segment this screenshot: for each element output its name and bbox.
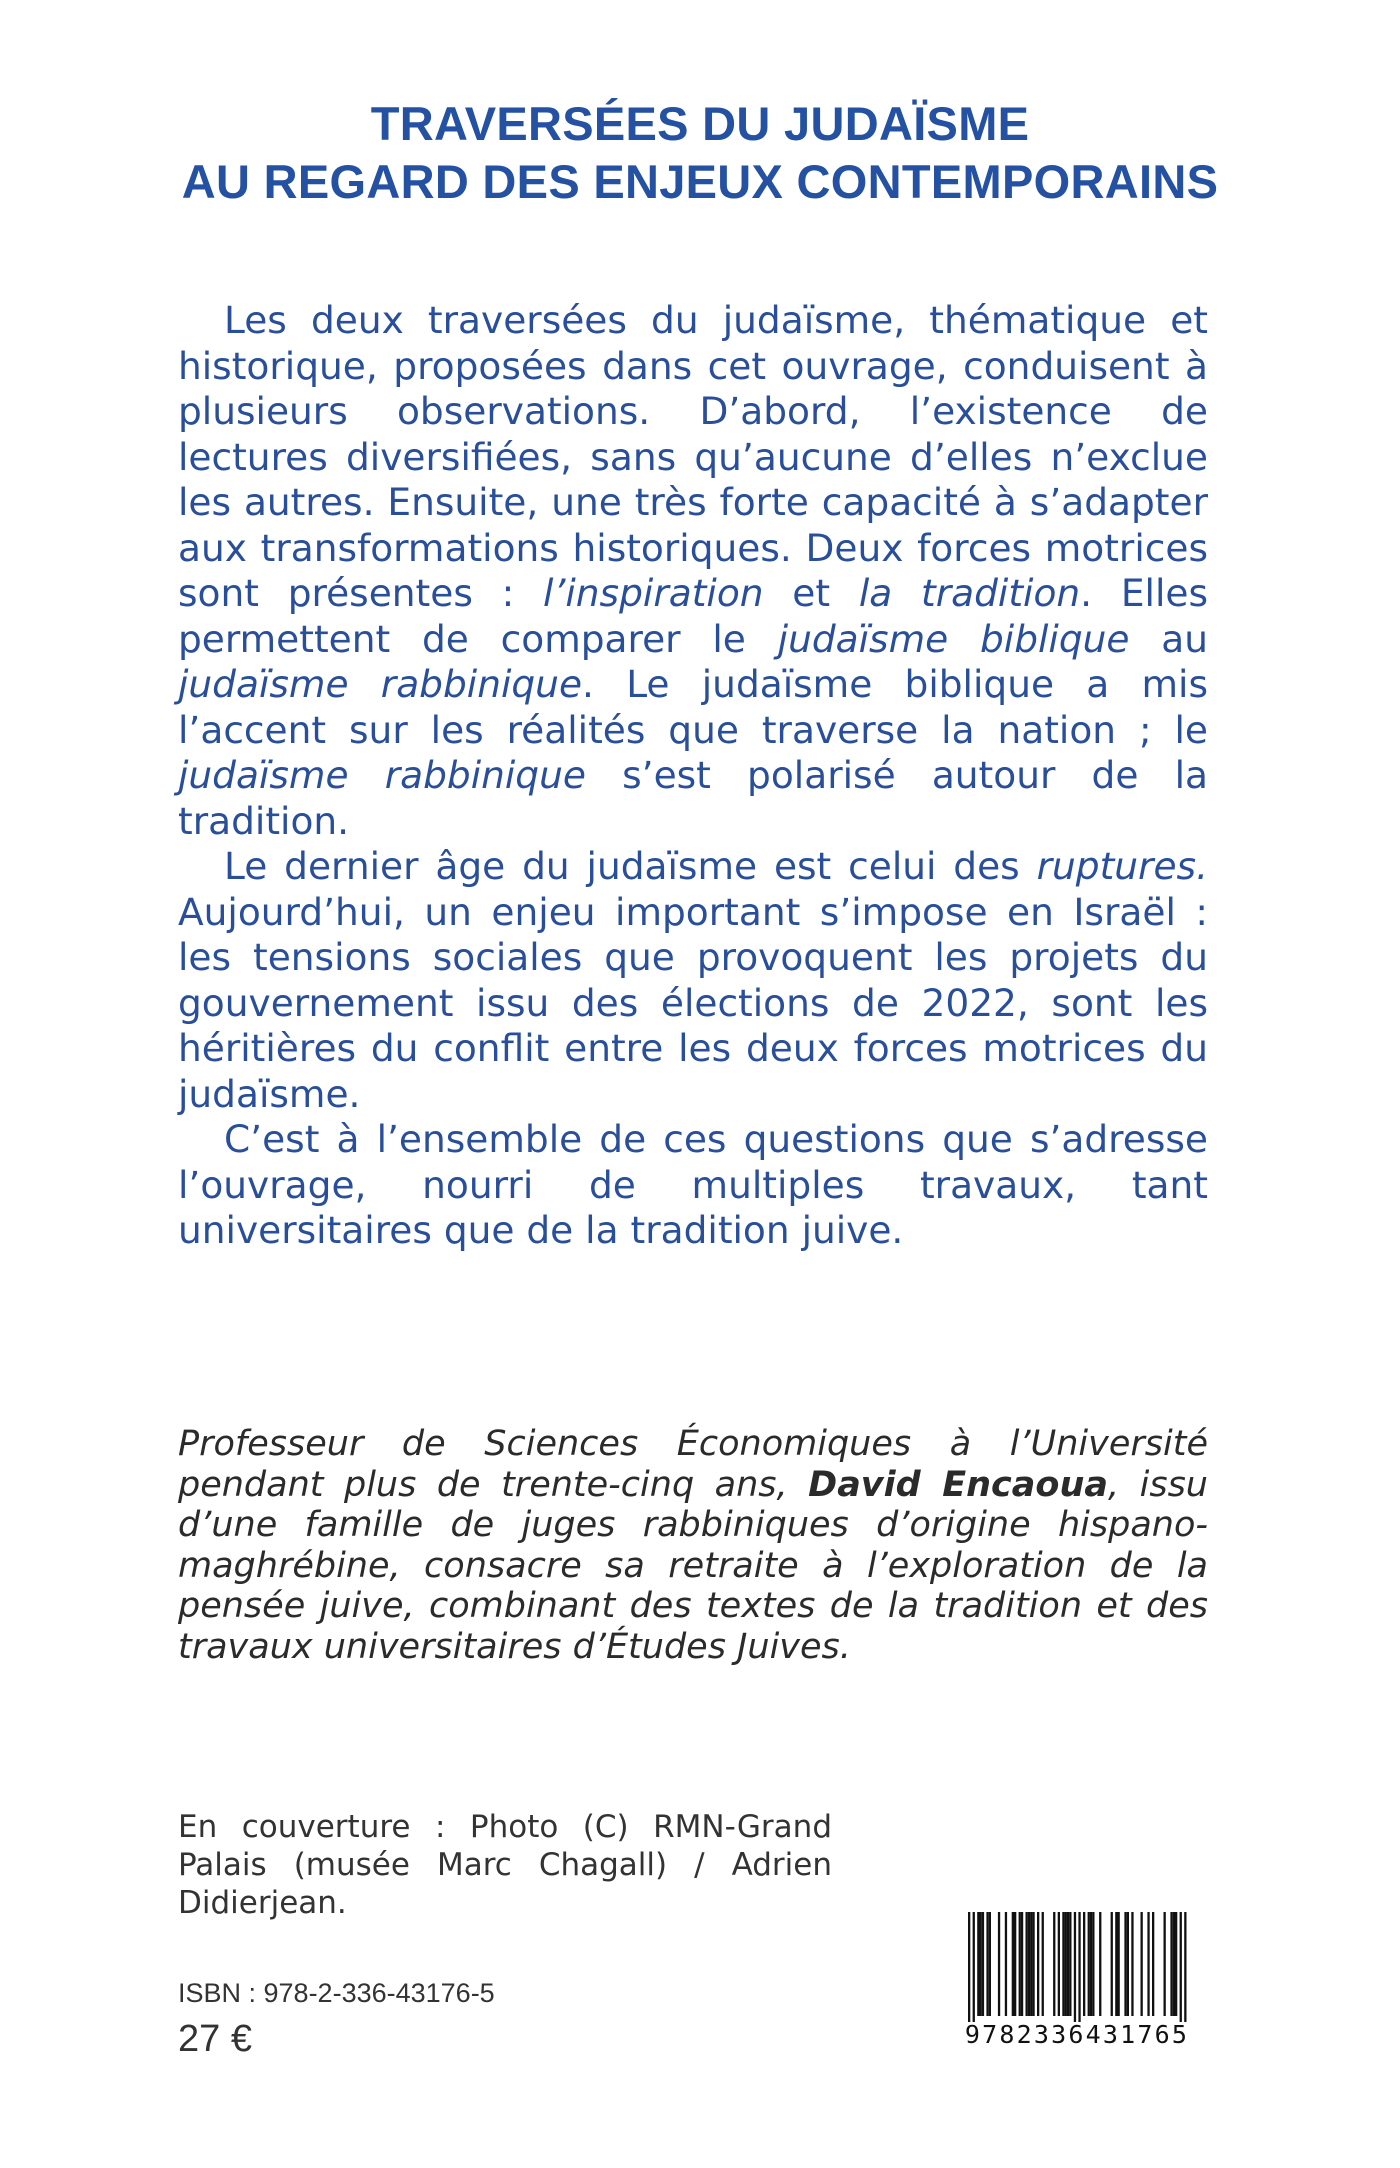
barcode-bar [1180,1912,1182,2022]
barcode-bar [1124,1912,1126,2016]
barcode-bar [1078,1912,1080,2022]
barcode-bar [968,1912,970,2022]
barcode-bar [1175,1912,1177,2016]
barcode-bar [980,1912,982,2016]
isbn-label: ISBN : 978-2-336-43176-5 [178,1978,495,2008]
barcode-bar [1053,1912,1055,2016]
barcode-bar [1164,1912,1166,2016]
barcode-bar [1115,1912,1117,2016]
text-run: C’est à l’ensemble de ces questions que s’adresse l’ouvrage, nourri de multiples travaux, tant universitaires que de la tradition juive. [178,1117,1208,1252]
text-run: s’est polarisé autour de la tradition. [178,753,1209,843]
barcode-bar [1005,1912,1007,2016]
text-run: Les deux traversées du judaïsme, thématique et historique, proposées dans cet ouvrage, conduisent à plusieurs observations. D’abord, l’existence de lectures diversifiées, sans qu’aucune d’elles n’exclue les autres. Ensuite, une très forte capacité à s’adapter aux transformations historiques. Deux forces motrices sont présentes : [178,298,1208,615]
barcode-bar [1092,1912,1094,2016]
author-bio [178,1424,1208,1667]
barcode-bar [989,1912,991,2016]
barcode-bar [1118,1912,1120,2016]
barcode-bar [1037,1912,1039,2016]
blurb-paragraph-3 [178,1117,1208,1254]
barcode-bar [1021,1912,1023,2016]
text-run: Professeur de Sciences Économiques à l’Université pendant plus de trente-cinq ans, [178,1424,1208,1505]
text-run: . Elles permettent de comparer le [178,571,1208,661]
barcode-bar [1019,1912,1021,2016]
title-line-1: TRAVERSÉES DU JUDAÏSME [370,97,1030,150]
barcode-bar [1141,1912,1143,2016]
italic-run: judaïsme rabbinique [178,753,586,797]
bold-run: David Encaoua [808,1464,1108,1505]
barcode-bar [1099,1912,1101,2016]
barcode-bar [1083,1912,1085,2016]
blurb-paragraph-2 [178,844,1208,1117]
text-run: Aujourd’hui, un enjeu important s’impose en Israël : les tensions sociales que provoquent les projets du gouvernement issu des élections de 2022, sont les héritières du conflit entre les deux forces motrices du judaïsme. [178,889,1208,1116]
barcode-bars [946,1910,1208,2022]
barcode-bar [1173,1912,1175,2016]
barcode-bar [1111,1912,1113,2016]
barcode-bar [977,1912,979,2016]
text-run: au [1129,616,1209,661]
back-cover-blurb [178,298,1208,1254]
barcode-bar [1090,1912,1092,2016]
barcode-bar [1030,1912,1032,2016]
italic-run: l’inspiration [543,571,764,615]
blurb-paragraph-1 [178,298,1208,844]
italic-run: ruptures. [1036,844,1208,888]
barcode [946,1910,1208,2050]
italic-run: judaïsme biblique [777,616,1130,661]
barcode-bar [1067,1912,1069,2016]
barcode-bar [1058,1912,1060,2016]
barcode-bar [973,1912,975,2022]
barcode-digits: 9782336431765 [964,2020,1190,2049]
barcode-bar [1069,1912,1071,2016]
book-title [0,95,1400,211]
price-label: 27 € [178,2018,252,2060]
barcode-bar [1152,1912,1154,2016]
barcode-bar [1062,1912,1064,2016]
barcode-bar [1028,1912,1030,2016]
barcode-bar [986,1912,988,2016]
barcode-bar [1088,1912,1090,2016]
text-run: , issu d’une famille de juges rabbiniques d’origine hispano-maghrébine, consacre sa retraite à l’exploration de la pensée juive, combinant des textes de la tradition et des travaux universitaires d’Études Juives. [178,1464,1208,1667]
barcode-bar [1074,1912,1076,2022]
barcode-bar [1127,1912,1129,2016]
barcode-bar [1012,1912,1014,2016]
italic-run: judaïsme rabbinique [178,662,583,706]
barcode-bar [1014,1912,1016,2016]
text-run: et [763,571,859,615]
barcode-bar [998,1912,1000,2016]
barcode-bar [982,1912,984,2016]
title-line-2: AU REGARD DES ENJEUX CONTEMPORAINS [181,155,1219,208]
barcode-bar [1026,1912,1028,2016]
barcode-bar [1065,1912,1067,2016]
barcode-bar [1032,1912,1034,2016]
barcode-bar [1147,1912,1149,2016]
italic-run: la tradition [858,571,1081,615]
text-run: . Le judaïsme biblique a mis l’accent sur les réalités que traverse la nation ; le [178,662,1208,752]
barcode-bar [1042,1912,1044,2016]
cover-credits: En couverture : Photo (C) RMN-Grand Palais (musée Marc Chagall) / Adrien Didierjean. [178,1809,832,1921]
barcode-bar [1170,1912,1172,2016]
barcode-bar [1184,1912,1186,2022]
text-run: Le dernier âge du judaïsme est celui des [224,844,1037,888]
barcode-bar [1131,1912,1133,2016]
